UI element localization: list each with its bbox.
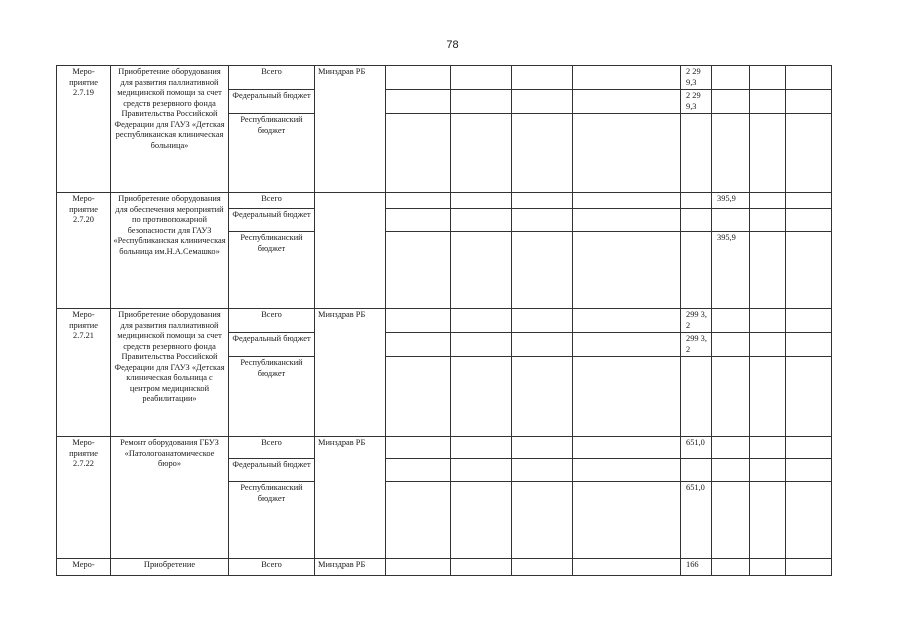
value-cell [573,309,681,333]
value-cell [786,482,832,559]
value-cell [750,209,786,232]
value-cell [451,90,512,114]
value-cell [750,66,786,90]
value-cell: 2 29 9,3 [681,90,712,114]
value-cell [386,333,451,357]
value-cell [573,357,681,437]
value-cell [512,333,573,357]
measure-title: Приобретение оборудования для развития паллиативной медицинской помощи за счет средств резервного фонда Правительства Российской Федерации для ГАУЗ «Детская республиканская клиническая больница» [111,66,229,193]
value-cell [786,209,832,232]
value-cell [681,114,712,193]
value-cell [573,90,681,114]
value-cell [386,559,451,576]
value-cell [786,309,832,333]
value-cell [386,114,451,193]
value-cell [712,114,750,193]
value-cell [573,459,681,482]
value-cell [786,66,832,90]
measure-title: Приобретение [111,559,229,576]
measure-code: Меро- [57,559,111,576]
value-cell [386,232,451,309]
funding-source: Федеральный бюджет [229,90,315,114]
value-cell [750,333,786,357]
value-cell [750,357,786,437]
value-cell [451,459,512,482]
executor: Минздрав РБ [315,66,386,193]
value-cell [750,193,786,209]
value-cell [750,482,786,559]
value-cell [786,232,832,309]
value-cell [712,482,750,559]
funding-source: Республиканский бюджет [229,357,315,437]
budget-table [56,65,832,576]
value-cell [786,114,832,193]
funding-source: Республиканский бюджет [229,114,315,193]
value-cell [712,459,750,482]
value-cell [451,437,512,459]
value-cell [451,209,512,232]
funding-source: Всего [229,559,315,576]
value-cell [750,114,786,193]
value-cell [573,114,681,193]
funding-source: Всего [229,193,315,209]
value-cell [786,333,832,357]
value-cell [712,66,750,90]
value-cell [750,90,786,114]
value-cell [712,559,750,576]
value-cell [451,357,512,437]
value-cell [512,482,573,559]
value-cell [451,193,512,209]
value-cell [451,559,512,576]
value-cell: 651,0 [681,437,712,459]
value-cell [512,90,573,114]
value-cell [573,333,681,357]
executor: Минздрав РБ [315,309,386,437]
measure-title: Приобретение оборудования для развития паллиативной медицинской помощи за счет средств резервного фонда Правительства Российской Федерации для ГАУЗ «Детская клиническая больница с центром медицинской реабилитации» [111,309,229,437]
value-cell [512,193,573,209]
table-row [57,559,832,576]
value-cell [451,232,512,309]
value-cell [712,209,750,232]
value-cell [512,357,573,437]
funding-source: Федеральный бюджет [229,333,315,357]
value-cell [786,459,832,482]
value-cell: 299 3,2 [681,333,712,357]
value-cell [512,459,573,482]
value-cell [681,209,712,232]
value-cell: 166 [681,559,712,576]
value-cell [573,193,681,209]
funding-source: Республиканский бюджет [229,232,315,309]
executor: Минздрав РБ [315,559,386,576]
table-row [57,66,832,90]
value-cell [386,357,451,437]
value-cell [786,193,832,209]
funding-source: Всего [229,309,315,333]
value-cell [386,90,451,114]
value-cell: 2 29 9,3 [681,66,712,90]
value-cell [573,437,681,459]
measure-title: Приобретение оборудования для обеспечения мероприятий по противопожарной безопасности для ГАУЗ «Республиканская клиническая больница им.Н.А.Семашко» [111,193,229,309]
measure-title: Ремонт оборудования ГБУЗ «Патологоанатомическое бюро» [111,437,229,559]
value-cell [681,357,712,437]
value-cell [750,309,786,333]
value-cell [712,333,750,357]
value-cell [512,437,573,459]
value-cell [386,437,451,459]
value-cell [451,114,512,193]
funding-source: Федеральный бюджет [229,209,315,232]
value-cell [512,309,573,333]
value-cell [681,232,712,309]
value-cell [512,559,573,576]
value-cell [512,232,573,309]
value-cell [712,90,750,114]
value-cell [386,459,451,482]
table-row [57,437,832,459]
value-cell [451,333,512,357]
value-cell [786,357,832,437]
value-cell [451,66,512,90]
value-cell [750,232,786,309]
value-cell [386,66,451,90]
table-row [57,309,832,333]
executor: Минздрав РБ [315,437,386,559]
value-cell [386,193,451,209]
measure-code: Меро- приятие 2.7.22 [57,437,111,559]
value-cell [386,309,451,333]
value-cell: 651,0 [681,482,712,559]
measure-code: Меро- приятие 2.7.19 [57,66,111,193]
value-cell [512,209,573,232]
funding-source: Республиканский бюджет [229,482,315,559]
value-cell [573,232,681,309]
value-cell: 395,9 [712,232,750,309]
value-cell [786,559,832,576]
value-cell [750,437,786,459]
value-cell [512,114,573,193]
value-cell [451,309,512,333]
value-cell [712,309,750,333]
funding-source: Всего [229,437,315,459]
value-cell [712,357,750,437]
funding-source: Всего [229,66,315,90]
measure-code: Меро- приятие 2.7.21 [57,309,111,437]
value-cell [386,482,451,559]
executor [315,193,386,309]
value-cell [712,437,750,459]
value-cell [750,459,786,482]
value-cell [681,459,712,482]
page-number: 78 [446,39,459,51]
value-cell [786,90,832,114]
value-cell [386,209,451,232]
table-row [57,193,832,209]
value-cell [750,559,786,576]
value-cell [786,437,832,459]
value-cell [681,193,712,209]
value-cell [573,66,681,90]
value-cell [573,209,681,232]
measure-code: Меро- приятие 2.7.20 [57,193,111,309]
value-cell: 299 3,2 [681,309,712,333]
value-cell [512,66,573,90]
value-cell: 395,9 [712,193,750,209]
value-cell [573,559,681,576]
value-cell [451,482,512,559]
value-cell [573,482,681,559]
funding-source: Федеральный бюджет [229,459,315,482]
